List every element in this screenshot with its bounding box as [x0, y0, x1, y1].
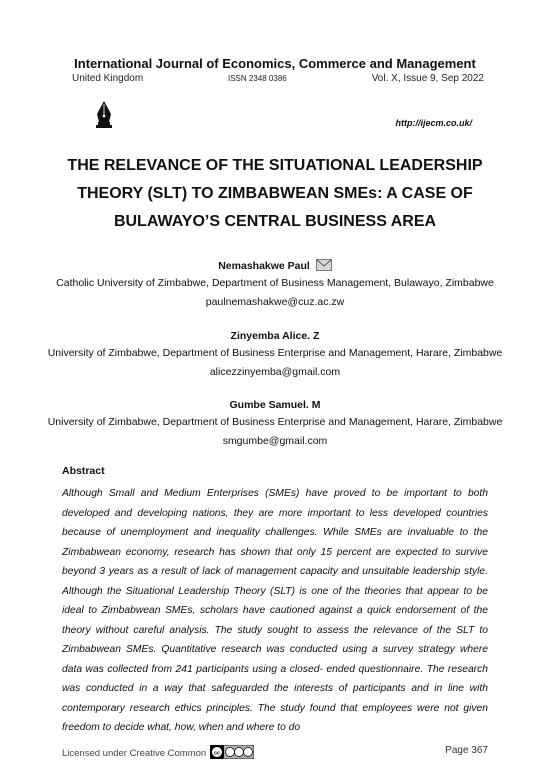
journal-meta-row [62, 72, 484, 86]
envelope-icon[interactable] [316, 259, 332, 271]
journal-location: United Kingdom [72, 73, 144, 84]
paper-title-line: BULAWAYO’S CENTRAL BUSINESS AREA [113, 213, 437, 230]
journal-url-link[interactable]: http://ijecm.co.uk/ [395, 118, 472, 128]
author-affiliation: Catholic University of Zimbabwe, Department of Business Management, Bulawayo, Zimbabwe [56, 277, 494, 289]
paper-title [30, 152, 520, 236]
author-block [0, 397, 550, 451]
svg-text:cc: cc [213, 750, 220, 757]
journal-title: International Journal of Economics, Commerce and Management [74, 56, 476, 71]
abstract-text: Although Small and Medium Enterprises (SMEs) have proved to be important to both developed and developing nations, they are more important to less developed countries because of unemployment and inequality challenges. While SMEs are invaluable to the Zimbabwean economy, research has shown that only 15 percent are expected to survive beyond 3 years as a result of lack of management capacity and unsuitable leadership style. Although the Situational Leadership Theory (SLT) is one of the theories that appear to be ideal to Zimbabwean SMEs, scholars have cautioned against a quick endorsement of the theory without careful analysis. The study sought to assess the relevance of the SLT to Zimbabwean SMEs. Quantitative research was conducted using a survey strategy where data was collected from 241 participants using a closed- ended questionnaire. The research was conducted in a way that safeguarded the interests of participants and in line with contemporary research ethics principles. The study found that employees were not given freedom to decide what, how, when and where to do [62, 488, 488, 733]
license-text: Licensed under Creative Common [62, 748, 207, 759]
author-affiliation: University of Zimbabwe, Department of Business Enterprise and Management, Harare, Zimbabwe [47, 347, 503, 359]
footer-license [62, 745, 254, 759]
cc-by-nc-nd-badge-icon[interactable] [210, 745, 254, 759]
author-email[interactable]: paulnemashakwe@cuz.ac.zw [205, 296, 345, 308]
page-number: Page 367 [445, 745, 488, 756]
abstract-heading: Abstract [62, 465, 105, 477]
author-email[interactable]: alicezzinyemba@gmail.com [209, 366, 341, 378]
author-email[interactable]: smgumbe@gmail.com [222, 435, 328, 447]
author-block [0, 328, 550, 382]
journal-issn: ISSN 2348 0386 [228, 74, 287, 83]
author-name: Zinyemba Alice. Z [230, 330, 320, 342]
author-name-text: Nemashakwe Paul [218, 260, 310, 272]
author-name [0, 258, 550, 274]
author-block [0, 258, 550, 312]
fountain-pen-nib-icon [95, 100, 113, 130]
paper-title-line: THEORY (SLT) TO ZIMBABWEAN SMEs: A CASE OF [77, 185, 473, 202]
author-affiliation: University of Zimbabwe, Department of Business Enterprise and Management, Harare, Zimbabwe [47, 416, 503, 428]
journal-volume: Vol. X, Issue 9, Sep 2022 [371, 73, 484, 84]
paper-title-line: THE RELEVANCE OF THE SITUATIONAL LEADERSHIP [67, 157, 483, 174]
author-name: Gumbe Samuel. M [229, 399, 321, 411]
